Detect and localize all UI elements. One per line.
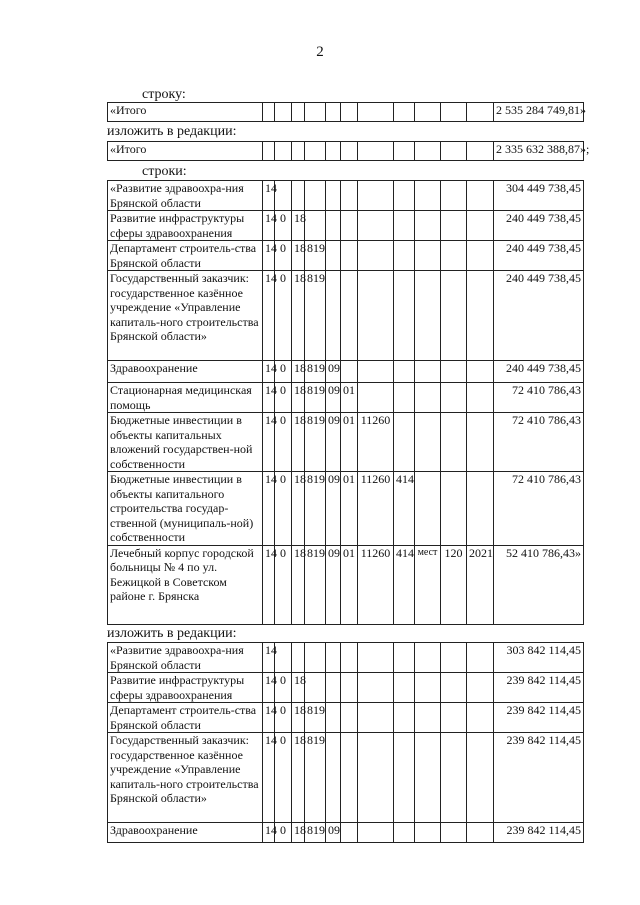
row-code-cell-c1: 14 <box>263 545 275 624</box>
rows-table-old <box>107 180 584 625</box>
table-row <box>108 413 584 472</box>
row-code-cell-c2: 0 <box>275 211 292 241</box>
label-rows-plural: строки: <box>142 164 187 179</box>
row-name-cell: «Развитие здравоохра-ния Брянской области <box>108 181 263 211</box>
row-code-cell-c6 <box>341 703 358 733</box>
row-amount-cell: 304 449 738,45 <box>494 181 584 211</box>
row-code-cell-c9 <box>415 472 441 546</box>
row-code-cell-c3: 18 <box>292 545 305 624</box>
row-code-cell-c5 <box>326 211 341 241</box>
row-code-cell-c3: 18 <box>292 241 305 271</box>
row-code-cell-c1: 14 <box>263 361 275 383</box>
row-code-cell-c4: 819 <box>305 703 326 733</box>
row-code-cell-c6 <box>341 211 358 241</box>
row-code-cell-c4: 819 <box>305 241 326 271</box>
row-amount-cell: 239 842 114,45 <box>494 823 584 843</box>
total-table-new <box>107 141 590 161</box>
row-code-cell-c11 <box>467 271 494 361</box>
row-code-cell-c5 <box>326 181 341 211</box>
row-code-cell-c1: 14 <box>263 181 275 211</box>
row-code-cell-c4: 819 <box>305 271 326 361</box>
row-code-cell-c11 <box>467 241 494 271</box>
row-code-cell-c4 <box>305 673 326 703</box>
row-code-cell-c5 <box>326 703 341 733</box>
table-row <box>108 733 584 823</box>
row-code-cell-c1: 14 <box>263 413 275 472</box>
row-name-cell: Бюджетные инвестиции в объекты капитального строительства государ-ственной (муниципаль-ной) собственности <box>108 472 263 546</box>
row-code-cell-c8 <box>394 361 415 383</box>
row-name-cell: Департамент строитель-ства Брянской области <box>108 241 263 271</box>
total-empty-cell <box>275 103 292 122</box>
row-code-cell-c3: 18 <box>292 271 305 361</box>
row-name-cell: Бюджетные инвестиции в объекты капитальных вложений государствен-ной собственности <box>108 413 263 472</box>
total-row <box>108 103 584 122</box>
row-amount-cell: 240 449 738,45 <box>494 361 584 383</box>
row-code-cell-c9 <box>415 733 441 823</box>
table-row <box>108 472 584 546</box>
row-code-cell-c3 <box>292 643 305 673</box>
row-amount-cell: 239 842 114,45 <box>494 703 584 733</box>
row-code-cell-c2: 0 <box>275 361 292 383</box>
row-code-cell-c10 <box>441 271 467 361</box>
row-code-cell-c11 <box>467 472 494 546</box>
row-name-cell: Департамент строитель-ства Брянской области <box>108 703 263 733</box>
row-code-cell-c6: 01 <box>341 545 358 624</box>
row-code-cell-c2: 0 <box>275 413 292 472</box>
row-code-cell-c4: 819 <box>305 823 326 843</box>
total-empty-cell <box>305 103 326 122</box>
row-code-cell-c9 <box>415 703 441 733</box>
row-code-cell-c9 <box>415 643 441 673</box>
row-code-cell-c10 <box>441 823 467 843</box>
row-code-cell-c3 <box>292 181 305 211</box>
row-code-cell-c5: 09 <box>326 413 341 472</box>
row-amount-cell: 239 842 114,45 <box>494 673 584 703</box>
row-code-cell-c10 <box>441 361 467 383</box>
row-code-cell-c3: 18 <box>292 383 305 413</box>
label-replace-2: изложить в редакции: <box>107 626 237 641</box>
total-amount-cell: 2 535 284 749,81» <box>494 103 584 122</box>
row-code-cell-c2 <box>275 181 292 211</box>
row-code-cell-c3: 18 <box>292 673 305 703</box>
row-amount-cell: 240 449 738,45 <box>494 271 584 361</box>
row-code-cell-c8 <box>394 241 415 271</box>
total-empty-cell <box>358 142 394 161</box>
total-empty-cell <box>415 103 441 122</box>
table-row <box>108 241 584 271</box>
total-empty-cell <box>394 103 415 122</box>
total-empty-cell <box>292 103 305 122</box>
row-code-cell-c10 <box>441 383 467 413</box>
row-code-cell-c10 <box>441 413 467 472</box>
row-code-cell-c1: 14 <box>263 211 275 241</box>
row-code-cell-c11 <box>467 643 494 673</box>
row-code-cell-c8 <box>394 271 415 361</box>
row-code-cell-c5: 09 <box>326 472 341 546</box>
row-code-cell-c5 <box>326 271 341 361</box>
total-empty-cell <box>305 142 326 161</box>
row-amount-cell: 240 449 738,45 <box>494 211 584 241</box>
row-code-cell-c2: 0 <box>275 383 292 413</box>
page-number: 2 <box>316 44 324 60</box>
table-row <box>108 823 584 843</box>
table-row <box>108 703 584 733</box>
row-code-cell-c5: 09 <box>326 823 341 843</box>
row-code-cell-c7 <box>358 823 394 843</box>
row-amount-cell: 239 842 114,45 <box>494 733 584 823</box>
row-code-cell-c1: 14 <box>263 241 275 271</box>
table-row <box>108 643 584 673</box>
row-amount-cell: 52 410 786,43» <box>494 545 584 624</box>
row-code-cell-c8 <box>394 703 415 733</box>
total-row <box>108 142 584 161</box>
row-code-cell-c8 <box>394 383 415 413</box>
rows-table-new <box>107 642 584 843</box>
total-amount-cell: 2 335 632 388,87»; <box>494 142 584 161</box>
row-code-cell-c3: 18 <box>292 211 305 241</box>
row-code-cell-c8 <box>394 823 415 843</box>
table-row <box>108 673 584 703</box>
row-code-cell-c3: 18 <box>292 703 305 733</box>
row-code-cell-c1: 14 <box>263 472 275 546</box>
label-row-singular: строку: <box>142 87 186 102</box>
row-code-cell-c4 <box>305 211 326 241</box>
row-name-cell: Здравоохранение <box>108 823 263 843</box>
row-code-cell-c2 <box>275 643 292 673</box>
row-code-cell-c7 <box>358 643 394 673</box>
row-name-cell: Здравоохранение <box>108 361 263 383</box>
row-code-cell-c9 <box>415 181 441 211</box>
row-name-cell: Государственный заказчик: государственное казённое учреждение «Управление капиталь-ного строительства Брянской области» <box>108 271 263 361</box>
row-code-cell-c4: 819 <box>305 383 326 413</box>
row-code-cell-c3: 18 <box>292 413 305 472</box>
total-table-old <box>107 102 584 122</box>
row-code-cell-c4: 819 <box>305 361 326 383</box>
row-code-cell-c7 <box>358 383 394 413</box>
row-code-cell-c4: 819 <box>305 413 326 472</box>
row-code-cell-c5: 09 <box>326 545 341 624</box>
row-code-cell-c5 <box>326 733 341 823</box>
table-row <box>108 181 584 211</box>
row-code-cell-c7 <box>358 211 394 241</box>
row-code-cell-c2: 0 <box>275 241 292 271</box>
total-empty-cell <box>326 142 341 161</box>
row-amount-cell: 72 410 786,43 <box>494 472 584 546</box>
row-code-cell-c9 <box>415 211 441 241</box>
row-code-cell-c6 <box>341 673 358 703</box>
total-empty-cell <box>358 103 394 122</box>
row-code-cell-c6 <box>341 181 358 211</box>
row-code-cell-c10 <box>441 673 467 703</box>
row-code-cell-c10 <box>441 241 467 271</box>
row-code-cell-c11 <box>467 673 494 703</box>
table-row <box>108 271 584 361</box>
total-empty-cell <box>394 142 415 161</box>
total-empty-cell <box>275 142 292 161</box>
row-code-cell-c7 <box>358 241 394 271</box>
row-code-cell-c5: 09 <box>326 361 341 383</box>
total-empty-cell <box>292 142 305 161</box>
row-amount-cell: 72 410 786,43 <box>494 383 584 413</box>
row-code-cell-c11 <box>467 361 494 383</box>
row-code-cell-c8 <box>394 643 415 673</box>
row-code-cell-c3: 18 <box>292 472 305 546</box>
row-code-cell-c7: 11260 <box>358 472 394 546</box>
total-name-cell: «Итого <box>108 103 263 122</box>
total-name-cell: «Итого <box>108 142 263 161</box>
total-empty-cell <box>441 142 467 161</box>
row-code-cell-c2: 0 <box>275 472 292 546</box>
row-code-cell-c6: 01 <box>341 413 358 472</box>
row-code-cell-c11 <box>467 211 494 241</box>
row-code-cell-c11 <box>467 181 494 211</box>
row-code-cell-c6 <box>341 823 358 843</box>
row-code-cell-c1: 14 <box>263 823 275 843</box>
row-code-cell-c1: 14 <box>263 703 275 733</box>
row-code-cell-c7 <box>358 271 394 361</box>
row-code-cell-c3: 18 <box>292 733 305 823</box>
total-empty-cell <box>467 142 494 161</box>
row-code-cell-c6 <box>341 643 358 673</box>
row-code-cell-c10 <box>441 703 467 733</box>
row-code-cell-c10 <box>441 733 467 823</box>
row-code-cell-c3: 18 <box>292 361 305 383</box>
row-code-cell-c4: 819 <box>305 733 326 823</box>
table-row <box>108 545 584 624</box>
table-row <box>108 383 584 413</box>
row-code-cell-c10 <box>441 643 467 673</box>
row-code-cell-c11 <box>467 383 494 413</box>
row-code-cell-c1: 14 <box>263 643 275 673</box>
row-code-cell-c6 <box>341 361 358 383</box>
row-code-cell-c10 <box>441 181 467 211</box>
row-code-cell-c1: 14 <box>263 271 275 361</box>
row-code-cell-c1: 14 <box>263 383 275 413</box>
row-code-cell-c9 <box>415 823 441 843</box>
row-code-cell-c8 <box>394 181 415 211</box>
row-code-cell-c2: 0 <box>275 271 292 361</box>
row-amount-cell: 72 410 786,43 <box>494 413 584 472</box>
row-code-cell-c11 <box>467 413 494 472</box>
row-code-cell-c6 <box>341 271 358 361</box>
row-code-cell-c5 <box>326 241 341 271</box>
row-name-cell: Развитие инфраструктуры сферы здравоохранения <box>108 673 263 703</box>
total-empty-cell <box>341 142 358 161</box>
row-code-cell-c8: 414 <box>394 472 415 546</box>
label-replace-1: изложить в редакции: <box>107 124 237 139</box>
row-name-cell: Развитие инфраструктуры сферы здравоохранения <box>108 211 263 241</box>
row-code-cell-c7 <box>358 181 394 211</box>
row-code-cell-c7 <box>358 361 394 383</box>
total-empty-cell <box>467 103 494 122</box>
row-code-cell-c9 <box>415 271 441 361</box>
row-code-cell-c9 <box>415 413 441 472</box>
row-code-cell-c9 <box>415 383 441 413</box>
row-code-cell-c6 <box>341 733 358 823</box>
row-code-cell-c6 <box>341 241 358 271</box>
row-code-cell-c2: 0 <box>275 545 292 624</box>
row-code-cell-c6: 01 <box>341 383 358 413</box>
total-empty-cell <box>326 103 341 122</box>
row-code-cell-c2: 0 <box>275 733 292 823</box>
row-code-cell-c7 <box>358 673 394 703</box>
row-code-cell-c9: мест <box>415 545 441 624</box>
row-code-cell-c7: 11260 <box>358 545 394 624</box>
total-empty-cell <box>415 142 441 161</box>
row-code-cell-c10 <box>441 211 467 241</box>
row-code-cell-c2: 0 <box>275 703 292 733</box>
row-name-cell: Лечебный корпус городской больницы № 4 по ул. Бежицкой в Советском районе г. Брянска <box>108 545 263 624</box>
row-code-cell-c9 <box>415 673 441 703</box>
row-code-cell-c2: 0 <box>275 823 292 843</box>
row-code-cell-c7: 11260 <box>358 413 394 472</box>
row-code-cell-c11 <box>467 733 494 823</box>
row-code-cell-c8: 414 <box>394 545 415 624</box>
row-code-cell-c7 <box>358 733 394 823</box>
row-code-cell-c8 <box>394 673 415 703</box>
row-code-cell-c5 <box>326 643 341 673</box>
row-code-cell-c6: 01 <box>341 472 358 546</box>
row-code-cell-c8 <box>394 211 415 241</box>
row-name-cell: Государственный заказчик: государственное казённое учреждение «Управление капиталь-ного строительства Брянской области» <box>108 733 263 823</box>
row-code-cell-c8 <box>394 733 415 823</box>
row-code-cell-c4 <box>305 181 326 211</box>
row-code-cell-c9 <box>415 361 441 383</box>
row-code-cell-c10 <box>441 472 467 546</box>
row-amount-cell: 240 449 738,45 <box>494 241 584 271</box>
row-code-cell-c10: 120 <box>441 545 467 624</box>
row-code-cell-c11 <box>467 703 494 733</box>
row-name-cell: «Развитие здравоохра-ния Брянской области <box>108 643 263 673</box>
row-code-cell-c2: 0 <box>275 673 292 703</box>
row-code-cell-c4 <box>305 643 326 673</box>
total-empty-cell <box>341 103 358 122</box>
row-code-cell-c5: 09 <box>326 383 341 413</box>
row-code-cell-c5 <box>326 673 341 703</box>
row-code-cell-c1: 14 <box>263 673 275 703</box>
row-code-cell-c8 <box>394 413 415 472</box>
row-code-cell-c11: 2021 <box>467 545 494 624</box>
row-code-cell-c4: 819 <box>305 545 326 624</box>
row-code-cell-c4: 819 <box>305 472 326 546</box>
row-name-cell: Стационарная медицинская помощь <box>108 383 263 413</box>
total-empty-cell <box>263 103 275 122</box>
row-code-cell-c7 <box>358 703 394 733</box>
row-code-cell-c1: 14 <box>263 733 275 823</box>
total-empty-cell <box>263 142 275 161</box>
table-row <box>108 361 584 383</box>
row-code-cell-c3: 18 <box>292 823 305 843</box>
total-empty-cell <box>441 103 467 122</box>
row-amount-cell: 303 842 114,45 <box>494 643 584 673</box>
row-code-cell-c9 <box>415 241 441 271</box>
table-row <box>108 211 584 241</box>
row-code-cell-c11 <box>467 823 494 843</box>
